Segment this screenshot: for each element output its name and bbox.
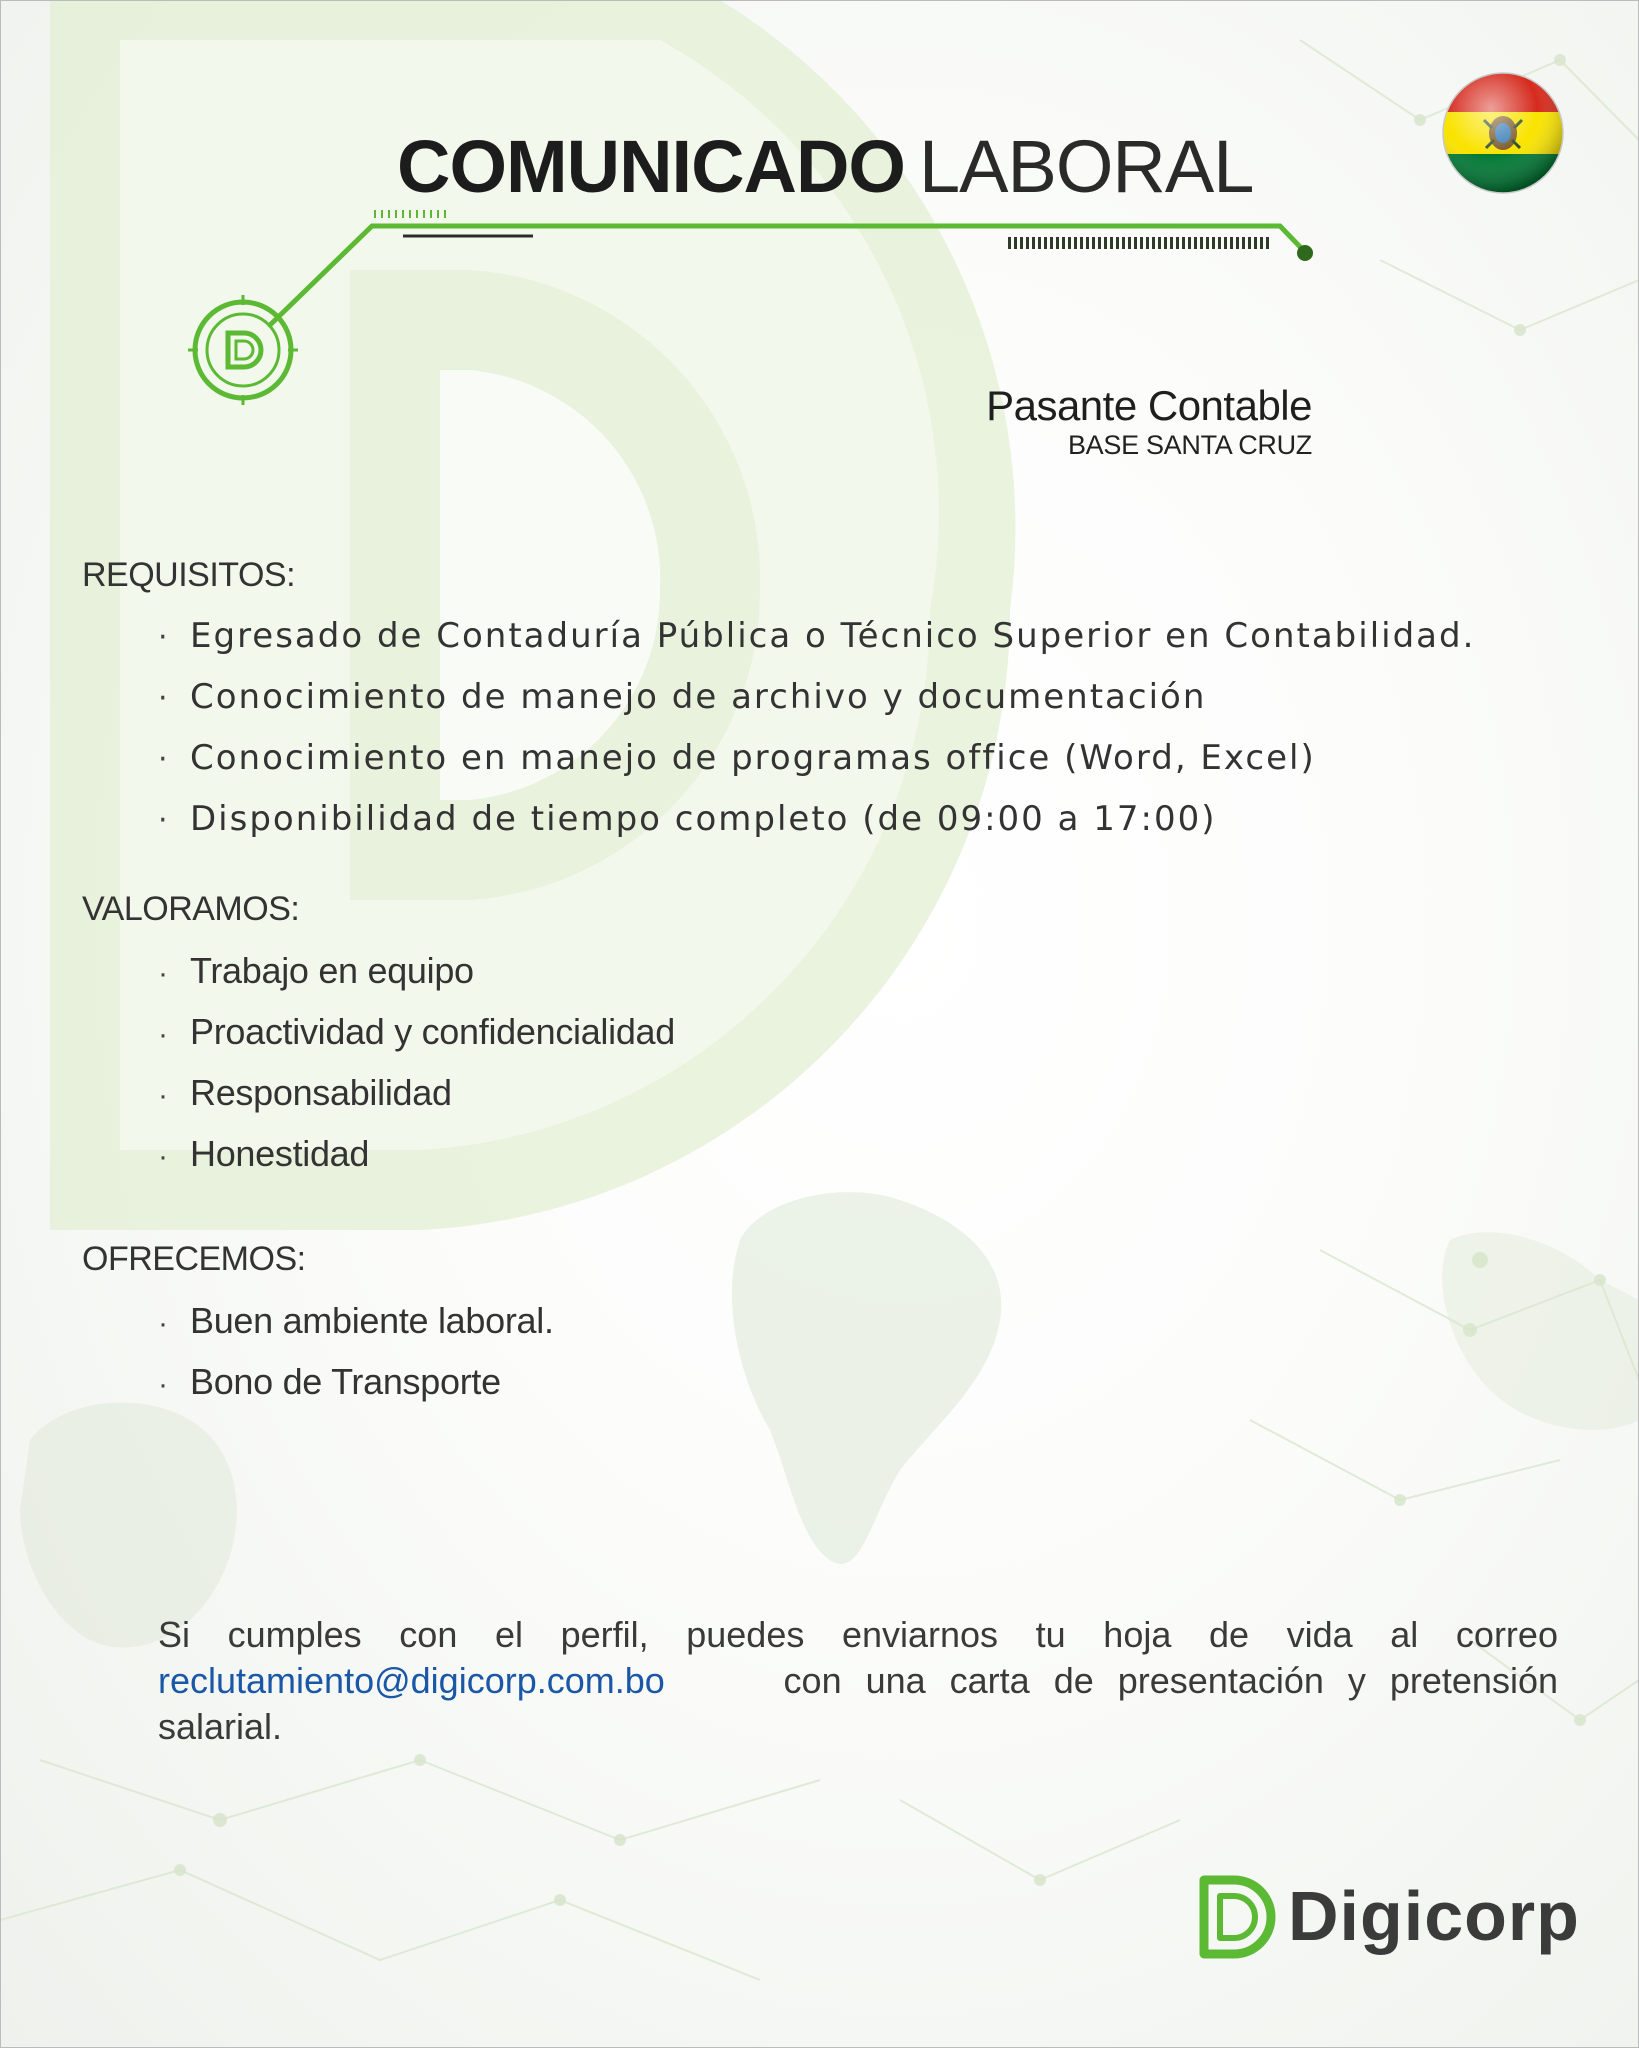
valoramos-list	[158, 940, 675, 1184]
requisitos-heading: REQUISITOS:	[82, 556, 296, 594]
list-item: · Responsabilidad	[158, 1062, 675, 1123]
bolivia-flag-icon	[1440, 70, 1566, 196]
digicorp-d-icon	[1196, 1872, 1276, 1962]
job-location: BASE SANTA CRUZ	[1067, 430, 1312, 460]
digicorp-emblem-icon	[188, 295, 298, 405]
list-item: · Egresado de Contaduría Pública o Técnico Superior en Contabilidad.	[158, 606, 1475, 667]
list-item: · Proactividad y confidencialidad	[158, 1001, 675, 1062]
title-light: LABORAL	[918, 125, 1254, 208]
bullet-dot: ·	[158, 681, 170, 716]
contact-line-2-rest: con una carta de presentación y pretensión	[783, 1660, 1558, 1701]
list-item: · Honestidad	[158, 1123, 675, 1184]
bullet-dot: ·	[158, 803, 170, 838]
bullet-dot: ·	[158, 1079, 168, 1112]
contact-line-1: Si cumples con el perfil, puedes enviarnos tu hoja de vida al correo	[158, 1614, 1558, 1655]
ofrecemos-heading: OFRECEMOS:	[82, 1240, 306, 1278]
bullet-dot: ·	[158, 742, 170, 777]
bullet-dot: ·	[158, 1307, 168, 1340]
bullet-dot: ·	[158, 957, 168, 990]
list-item: · Disponibilidad de tiempo completo (de 09:00 a 17:00)	[158, 789, 1475, 850]
list-item: · Bono de Transporte	[158, 1351, 554, 1412]
bullet-dot: ·	[158, 1140, 168, 1173]
email-link[interactable]: reclutamiento@digicorp.com.bo	[158, 1660, 665, 1701]
brand-name: Digicorp	[1288, 1877, 1580, 1955]
valoramos-heading: VALORAMOS:	[82, 890, 300, 928]
bullet-dot: ·	[158, 620, 170, 655]
bullet-dot: ·	[158, 1368, 168, 1401]
list-item: · Buen ambiente laboral.	[158, 1290, 554, 1351]
page-title	[397, 124, 1253, 209]
list-item: · Conocimiento de manejo de archivo y documentación	[158, 667, 1475, 728]
list-item: · Trabajo en equipo	[158, 940, 675, 1001]
digicorp-logo	[1196, 1872, 1580, 1962]
title-bold: COMUNICADO	[397, 125, 905, 208]
contact-line-2	[158, 1658, 1558, 1704]
job-title: Pasante Contable	[986, 382, 1312, 429]
list-item: · Conocimiento en manejo de programas office (Word, Excel)	[158, 728, 1475, 789]
ofrecemos-list	[158, 1290, 554, 1412]
requisitos-list	[158, 606, 1475, 850]
bullet-dot: ·	[158, 1018, 168, 1051]
contact-paragraph	[158, 1612, 1558, 1750]
contact-line-3: salarial.	[158, 1706, 283, 1747]
